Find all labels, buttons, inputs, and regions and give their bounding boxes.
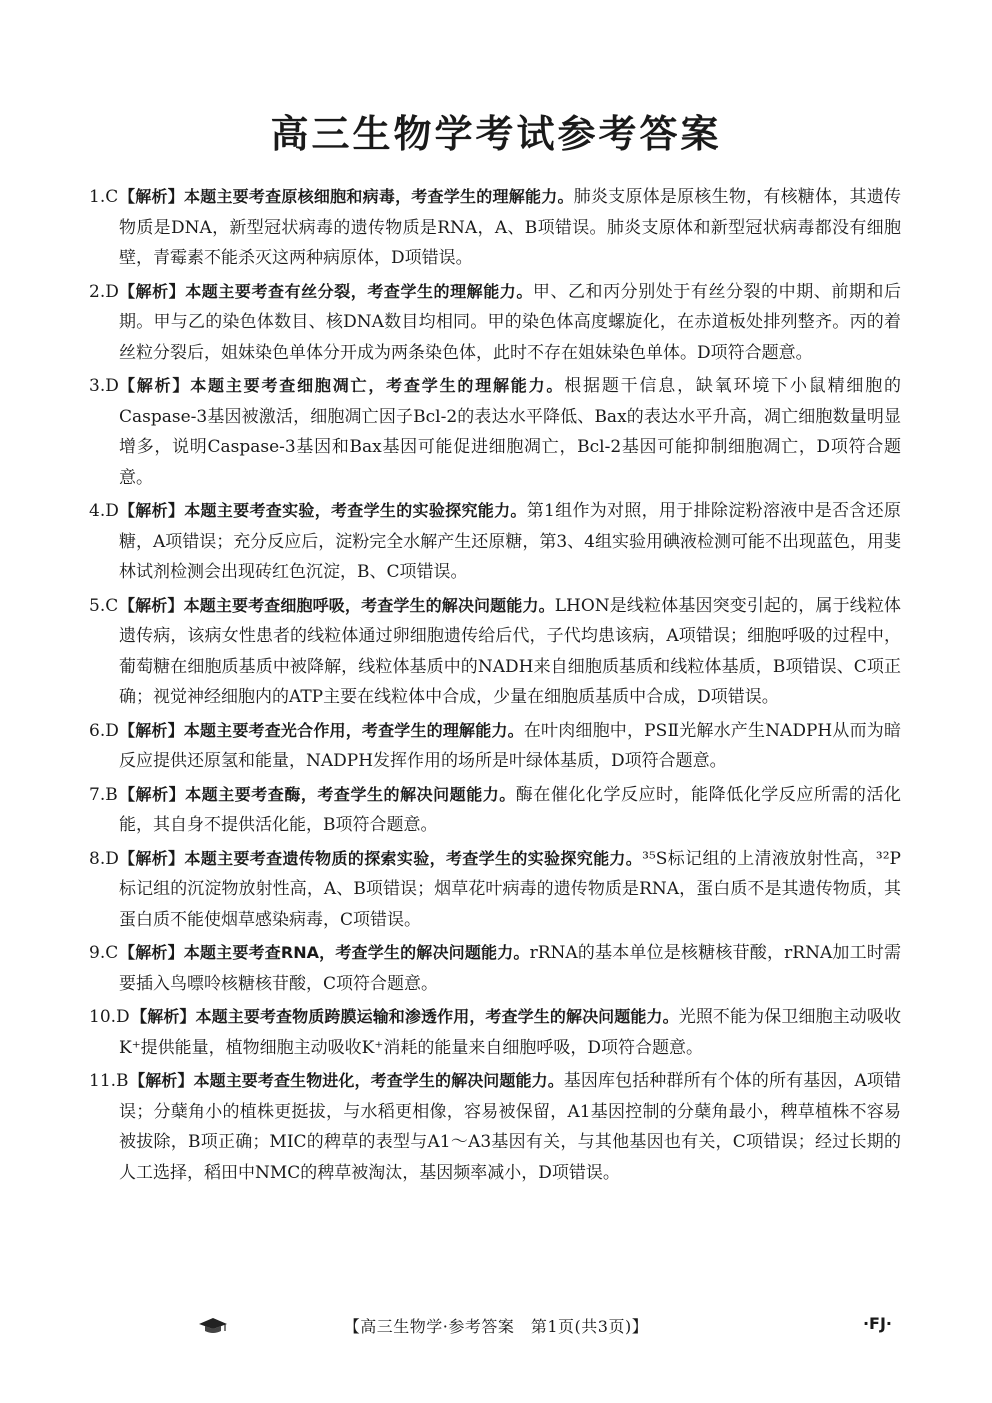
- answer-letter: D: [105, 281, 119, 302]
- answer-list: [89, 182, 901, 1191]
- item-number: 10.D: [89, 1007, 130, 1027]
- answer-item-4: [89, 496, 901, 588]
- item-number: 5.C: [89, 595, 119, 616]
- item-number: 2.D: [89, 281, 119, 302]
- analysis-tag: 【解析】: [119, 720, 184, 740]
- answer-letter: B: [105, 784, 118, 805]
- analysis-text: 根据题干信息，缺氧环境下小鼠精细胞的Caspase-3基因被激活，细胞凋亡因子Bcl-2的表达水平降低、Bax的表达水平升高，凋亡细胞数量明显增多，说明Caspase-3基因和Bax基因可能促进细胞凋亡，Bcl-2基因可能抑制细胞凋亡，D项符合题意。: [119, 376, 901, 488]
- analysis-text: ³⁵S标记组的上清液放射性高，³²P标记组的沉淀物放射性高，A、B项错误；烟草花叶病毒的遗传物质是RNA，蛋白质不是其遗传物质，其蛋白质不能使烟草感染病毒，C项错误。: [119, 848, 901, 930]
- analysis-tag: 【解析】: [119, 848, 185, 868]
- question-focus: 本题主要考查遗传物质的探索实验，考查学生的实验探究能力。: [184, 848, 643, 868]
- item-number: 3.D: [89, 376, 119, 396]
- question-focus: 本题主要考查光合作用，考查学生的理解能力。: [183, 720, 524, 740]
- analysis-tag: 【解析】: [119, 501, 185, 520]
- analysis-text: 甲、乙和丙分别处于有丝分裂的中期、前期和后期。甲与乙的染色体数目、核DNA数目均相同。甲的染色体高度螺旋化，在赤道板处排列整齐。丙的着丝粒分裂后，姐妹染色单体分开成为两条染色体，此时不存在姐妹染色单体。D项符合题意。: [119, 281, 901, 363]
- analysis-text: 酶在催化化学反应时，能降低化学反应所需的活化能，其自身不提供活化能，B项符合题意。: [119, 784, 901, 835]
- analysis-tag: 【解析】: [131, 1007, 196, 1026]
- analysis-text: 第1组作为对照，用于排除淀粉溶液中是否含还原糖，A项错误；充分反应后，淀粉完全水解产生还原糖，第3、4组实验用碘液检测可能不出现蓝色，用斐林试剂检测会出现砖红色沉淀，B、C项错误。: [119, 501, 901, 582]
- analysis-text: 在叶肉细胞中，PSⅡ光解水产生NADPH从而为暗反应提供还原氢和能量，NADPH发挥作用的场所是叶绿体基质，D项符合题意。: [119, 720, 901, 771]
- footer-page-info: 【高三生物学·参考答案 第1页(共3页)】: [343, 1317, 649, 1336]
- question-focus: 本题主要考查有丝分裂，考查学生的理解能力。: [185, 281, 533, 301]
- answer-item-9: [89, 938, 901, 999]
- answer-letter: D: [105, 501, 119, 521]
- answer-letter: D: [116, 1007, 130, 1027]
- item-number: 7.B: [89, 784, 118, 805]
- answer-item-3: [89, 371, 901, 493]
- analysis-tag: 【解析】: [119, 943, 184, 962]
- answer-item-11: [89, 1066, 901, 1188]
- analysis-text: 基因库包括种群所有个体的所有基因，A项错误；分蘖角小的植株更挺拔，与水稻更相像，容易被保留，A1基因控制的分蘖角最小，稗草植株不容易被拔除，B项正确；MIC的稗草的表型与A1～A3基因有关，与其他基因也有关，C项错误；经过长期的人工选择，稻田中NMC的稗草被淘汰，基因频率减小，D项错误。: [119, 1071, 901, 1183]
- question-focus: 本题主要考查RNA，考查学生的解决问题能力。: [183, 943, 530, 962]
- question-focus: 本题主要考查细胞呼吸，考查学生的解决问题能力。: [183, 595, 555, 615]
- analysis-tag: 【解析】: [119, 784, 186, 804]
- analysis-tag: 【解析】: [119, 281, 186, 301]
- item-number: 6.D: [89, 720, 119, 741]
- item-number: 8.D: [89, 848, 119, 869]
- analysis-tag: 【解析】: [119, 187, 184, 206]
- analysis-tag: 【解析】: [129, 1071, 194, 1090]
- answer-letter: B: [116, 1071, 129, 1091]
- answer-item-7: [89, 780, 901, 841]
- analysis-text: 肺炎支原体是原核生物，有核糖体，其遗传物质是DNA，新型冠状病毒的遗传物质是RNA，A、B项错误。肺炎支原体和新型冠状病毒都没有细胞壁，青霉素不能杀灭这两种病原体，D项错误。: [119, 187, 901, 268]
- page-title: 高三生物学考试参考答案: [270, 112, 722, 156]
- answer-letter: C: [105, 595, 119, 616]
- answer-letter: D: [105, 720, 119, 741]
- analysis-tag: 【解析】: [119, 595, 184, 615]
- answer-letter: C: [105, 943, 119, 963]
- footer-region-code: ·FJ·: [862, 1314, 892, 1333]
- answer-item-5: [89, 591, 901, 713]
- answer-letter: C: [105, 187, 119, 207]
- answer-letter: D: [105, 376, 119, 396]
- answer-item-10: [89, 1002, 901, 1063]
- question-focus: 本题主要考查物质跨膜运输和渗透作用，考查学生的解决问题能力。: [195, 1007, 679, 1026]
- answer-item-2: [89, 277, 901, 369]
- answer-letter: D: [105, 848, 119, 869]
- analysis-tag: 【解析】: [119, 376, 191, 395]
- item-number: 11.B: [89, 1071, 129, 1091]
- answer-item-8: [89, 844, 901, 936]
- item-number: 1.C: [89, 187, 119, 207]
- question-focus: 本题主要考查酶，考查学生的解决问题能力。: [185, 784, 516, 804]
- question-focus: 本题主要考查细胞凋亡，考查学生的理解能力。: [190, 376, 565, 395]
- page-footer: [0, 1312, 992, 1342]
- analysis-text: 光照不能为保卫细胞主动吸收K⁺提供能量，植物细胞主动吸收K⁺消耗的能量来自细胞呼吸，D项符合题意。: [119, 1007, 901, 1058]
- answer-item-6: [89, 716, 901, 777]
- question-focus: 本题主要考查实验，考查学生的实验探究能力。: [184, 501, 527, 520]
- analysis-text: rRNA的基本单位是核糖核苷酸，rRNA加工时需要插入鸟嘌呤核糖核苷酸，C项符合题意。: [119, 943, 901, 994]
- question-focus: 本题主要考查生物进化，考查学生的解决问题能力。: [193, 1071, 564, 1090]
- answer-item-1: [89, 182, 901, 274]
- question-focus: 本题主要考查原核细胞和病毒，考查学生的理解能力。: [183, 187, 574, 206]
- item-number: 4.D: [89, 501, 119, 521]
- item-number: 9.C: [89, 943, 119, 963]
- analysis-text: LHON是线粒体基因突变引起的，属于线粒体遗传病，该病女性患者的线粒体通过卵细胞遗传给后代，子代均患该病，A项错误；细胞呼吸的过程中，葡萄糖在细胞质基质中被降解，线粒体基质中的NADH来自细胞质基质和线粒体基质，B项错误、C项正确；视觉神经细胞内的ATP主要在线粒体中合成，少量在细胞质基质中合成，D项错误。: [119, 595, 901, 707]
